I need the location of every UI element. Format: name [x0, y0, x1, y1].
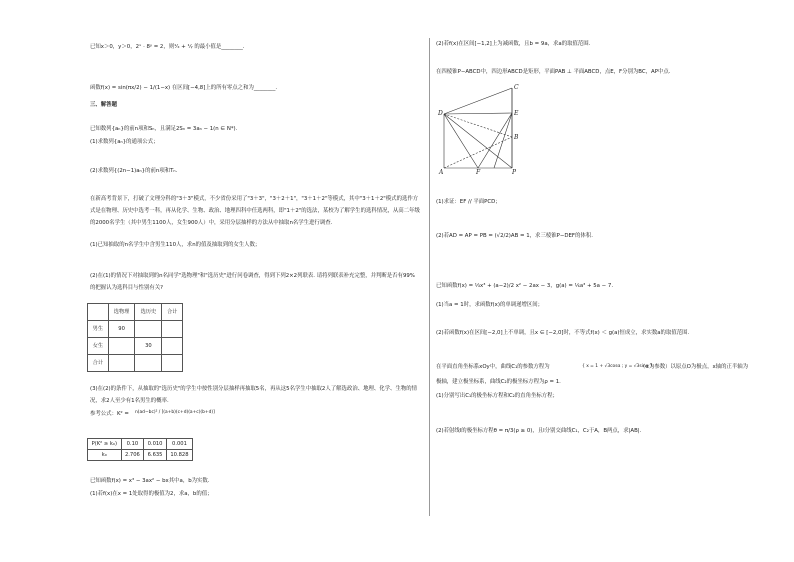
q17-stem: 已知数列{aₙ}的前n项和Sₙ，且满足2Sₙ = 3aₙ − 1(n ∈ N*).	[90, 126, 238, 132]
q22-parametric-equation: { x = 1 + √3cosα ; y = √3sinα }	[582, 364, 653, 369]
table-row	[88, 450, 193, 461]
q21-part2: (2)若函数f(x)在区间[−2,0]上不单调，且x ∈ [−2,0]时，不等式f(x) ＜ g(a)恒成立，求实数a的取值范围.	[436, 330, 690, 336]
pyramid-figure	[436, 80, 526, 175]
q19-stem: 已知函数f(x) = x³ − 3ax² − bx其中a，b为实数.	[90, 478, 210, 484]
table-cell: 0.001	[166, 439, 192, 450]
table-cell	[108, 338, 135, 355]
q20-part2: (2)若AD = AP = PB = (√2/2)AB = 1，求三棱锥P−DEF的体积.	[436, 233, 593, 239]
table-cell: 男生	[88, 321, 109, 338]
table-cell: 2.706	[121, 450, 144, 461]
table-cell	[135, 355, 162, 372]
q18-part3: (3)在(2)的条件下，从抽取的"选历史"的学生中按性别分层抽样再抽取5名，再从这5名学生中抽取2人了解选政治、地理、化学、生物的情况，求2人至少有1名男生的概率.	[90, 386, 418, 404]
critical-value-table	[87, 438, 193, 461]
q22-stem-c: 极轴，建立极坐标系，曲线C₂的极坐标方程为ρ = 1.	[436, 379, 561, 385]
table-cell: 选历史	[135, 304, 162, 321]
q18-part2: (2)在(1)的情况下对抽取到的n名同学"选物理"和"选历史"进行问卷调查，得到下列2×2列联表. 请将列联表补充完整，并判断是否有99%的把握认为选科目与性别有关?	[90, 273, 415, 291]
q20-part1: (1)求证：EF // 平面PCD；	[436, 199, 501, 205]
q22-part2: (2)若射线l的极坐标方程θ = π/3(ρ ≥ 0)，且l分别交曲线C₁，C₂于A，B两点，求|AB|.	[436, 428, 642, 434]
table-cell	[135, 321, 162, 338]
table-cell: 0.010	[144, 439, 167, 450]
label-c: C	[514, 84, 519, 91]
segment-df	[444, 114, 478, 168]
q22-stem-b: （α为参数）以原点O为极点，x轴的正半轴为	[640, 364, 749, 370]
edge-db	[444, 114, 512, 137]
table-cell	[162, 355, 183, 372]
segment-fe	[478, 113, 512, 168]
q17-part1: (1)求数列{aₙ}的通项公式；	[90, 139, 159, 145]
table-row	[88, 338, 183, 355]
table-cell: 30	[135, 338, 162, 355]
table-cell: 90	[108, 321, 135, 338]
table-cell	[162, 338, 183, 355]
reference-formula-expression: n(ad−bc)² / [(a+b)(c+d)(a+c)(b+d)]	[135, 410, 215, 415]
table-row	[88, 439, 193, 450]
table-row	[88, 355, 183, 372]
table-cell	[162, 321, 183, 338]
segment-ep	[494, 113, 512, 168]
segment-de	[444, 113, 512, 114]
q20-stem: 在四棱锥P−ABCD中，四边形ABCD是矩形，平面PAB ⊥ 平面ABCD，点E，F分别为BC，AP中点.	[436, 69, 671, 75]
label-p: P	[512, 169, 517, 175]
contingency-table	[87, 303, 183, 372]
question-zero-sum: 函数f(x) = sin(πx/2) − 1/(1−x) 在区间[−4,8]上的所有零点之和为________.	[90, 85, 278, 91]
table-cell	[108, 355, 135, 372]
q19-part1: (1)若f(x)在x = 1处取得的极值为2，求a，b的值；	[90, 491, 213, 497]
table-cell: P(K² ≥ k₀)	[88, 439, 122, 450]
q17-part2: (2)求数列{(2n−1)aₙ}的前n项和Tₙ.	[90, 168, 178, 174]
edge-dc	[444, 88, 512, 114]
label-a: A	[439, 169, 444, 175]
q21-stem: 已知函数f(x) = ⅓x³ + (a−2)/2 x² − 2ax − 3，g(a) = ⅙a³ + 5a − 7.	[436, 283, 614, 289]
reference-formula-label: 参考公式：K² =	[90, 411, 129, 417]
label-d: D	[438, 110, 443, 117]
section-heading: 三、解答题	[90, 102, 117, 108]
table-cell: 合计	[162, 304, 183, 321]
q21-part1: (1)当a = 1时，求函数f(x)的单调递增区间；	[436, 302, 544, 308]
table-cell: 0.10	[121, 439, 144, 450]
q22-stem-a: 在平面直角坐标系xOy中，曲线C₁的参数方程为	[436, 364, 550, 370]
q18-stem: 在新高考背景下，打破了文理分科的"3＋3"模式，不少省份采用了"3＋3"，"3＋2＋1"，"3＋1＋2"等模式，其中"3＋1＋2"模式的选作方式是在物理、历史中选考一科，再从化学、生物、政治、地理四科中任选两科，即"1＋2"的选法，某校为了解学生的选科情况，从高二年级的2000名学生（其中男生1100人，女生900人）中，采用分层抽样的方法从中抽取n名学生进行调查.	[90, 196, 420, 226]
table-row	[88, 321, 183, 338]
table-cell: 10.828	[166, 450, 192, 461]
table-cell: 6.635	[144, 450, 167, 461]
table-cell: 女生	[88, 338, 109, 355]
column-divider	[429, 38, 430, 516]
table-cell: 合计	[88, 355, 109, 372]
edge-ab	[444, 137, 512, 168]
q22-part1: (1)分别写出C₁的极坐标方程和C₂的直角坐标方程；	[436, 393, 558, 399]
edge-dp	[444, 114, 512, 168]
table-row	[88, 304, 183, 321]
table-cell: k₀	[88, 450, 122, 461]
label-f: F	[476, 169, 481, 175]
table-cell: 选物理	[108, 304, 135, 321]
label-b: B	[514, 134, 519, 141]
q18-part1: (1)已知抽取的n名学生中含男生110人，求n的值及抽取到的女生人数；	[90, 242, 261, 248]
label-e: E	[514, 110, 519, 117]
q19-part2: (2)若f(x)在区间[−1,2]上为减函数，且b = 9a，求a的取值范围.	[436, 41, 591, 47]
question-min-value: 已知x＞0，y＞0，2ˣ · 8ʸ = 2，则¹⁄ₓ + ¹⁄ᵧ 的最小值是________.	[90, 44, 245, 50]
table-cell	[88, 304, 109, 321]
